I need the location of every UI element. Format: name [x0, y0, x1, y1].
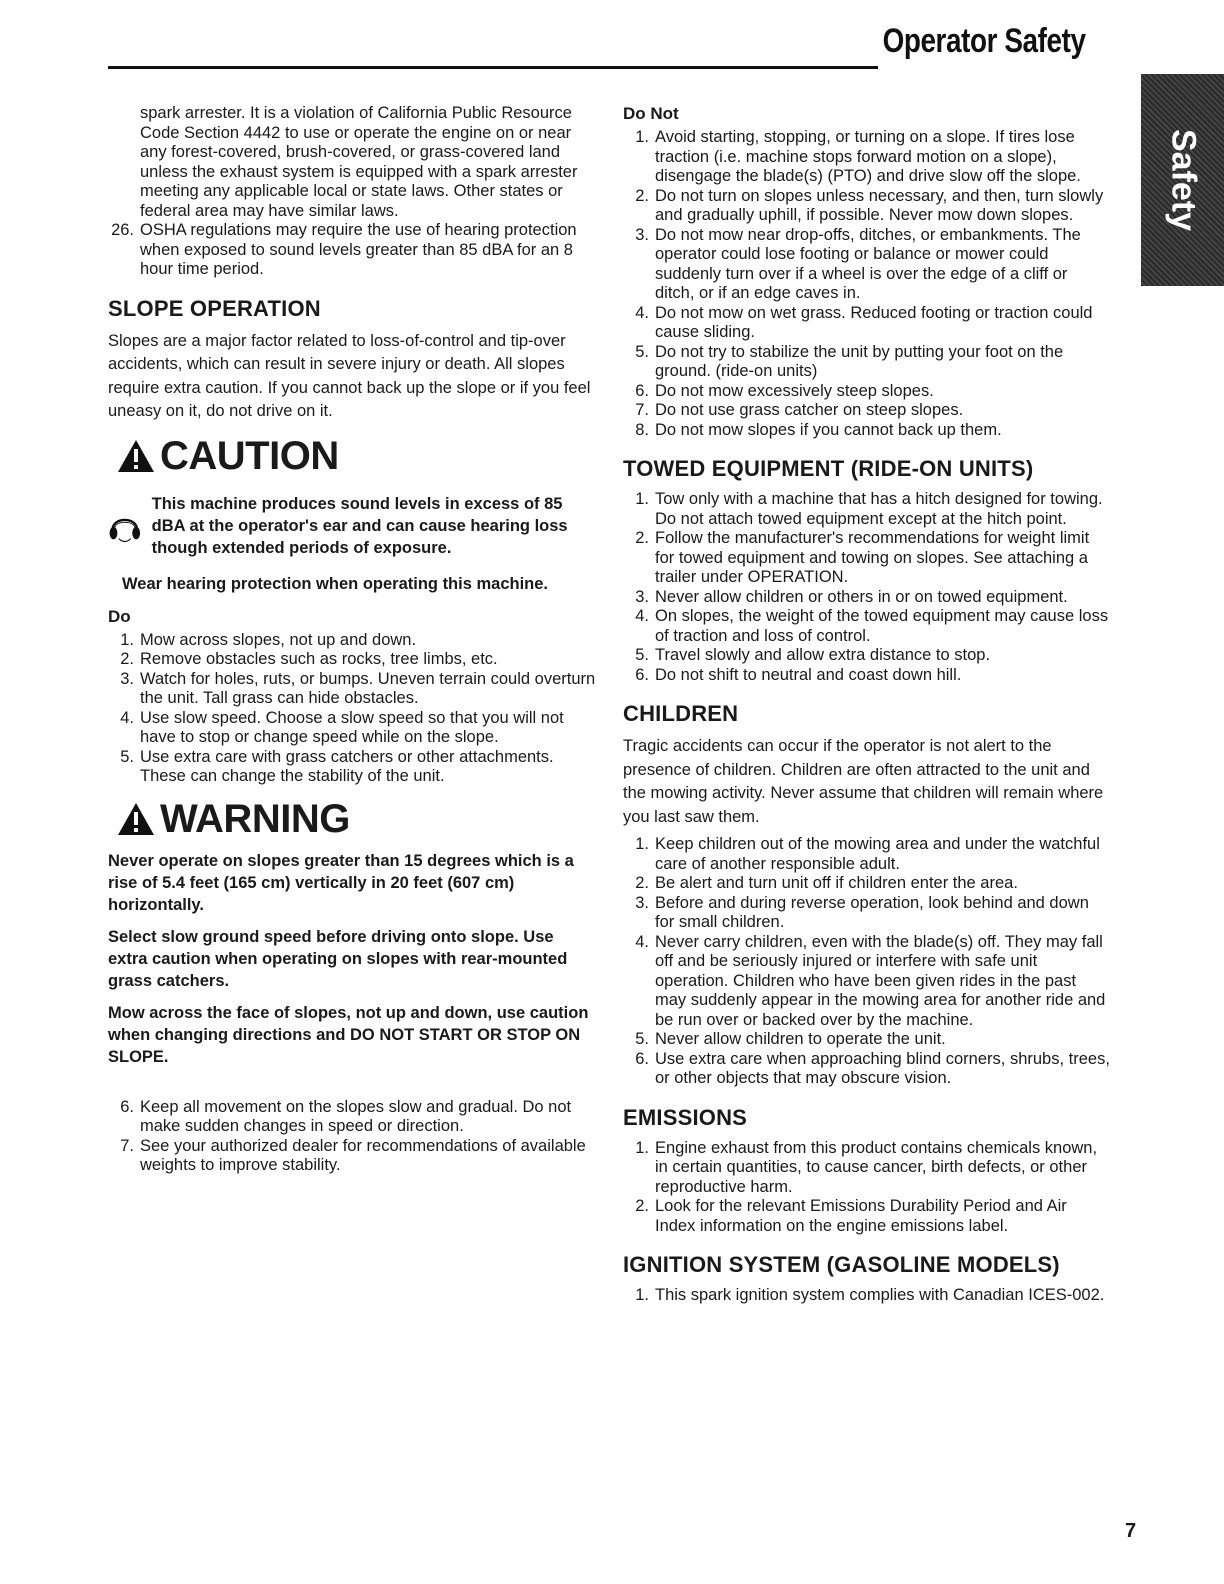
alert-triangle-icon	[116, 801, 156, 837]
list-item	[623, 490, 1111, 529]
list-item	[623, 421, 1111, 441]
section-tab-label: Safety	[1164, 128, 1202, 232]
list-item	[623, 226, 1111, 304]
do-list-continued	[108, 1098, 596, 1176]
alert-triangle-icon	[116, 438, 156, 474]
list-item	[623, 529, 1111, 588]
list-number: 4.	[635, 932, 649, 951]
spark-arrester-paragraph: spark arrester. It is a violation of California Public Resource Code Section 4442 to use or operate the engine on or near any forest-covered, brush-covered, or grass-covered land unless the exhaust system is equipped with a spark arrester meeting any applicable local or state laws. Other states or federal area may have similar laws.	[140, 104, 578, 220]
list-number: 1.	[635, 1286, 649, 1304]
caution-box	[108, 487, 596, 569]
list-text: See your authorized dealer for recommendations of available weights to improve stability.	[140, 1136, 586, 1174]
list-text: Never carry children, even with the blade(s) off. They may fall off and be seriously injured or interfere with safe unit operation. Children who have been given rides in the past may suddenly appear in the mowing area for another ride and be run over or backed over by the machine.	[655, 932, 1106, 1029]
children-heading: CHILDREN	[623, 701, 739, 726]
list-item	[623, 1139, 1111, 1198]
list-text: Watch for holes, ruts, or bumps. Uneven terrain could overturn the unit. Tall grass can hide obstacles.	[140, 669, 596, 707]
list-text: Do not try to stabilize the unit by putting your foot on the ground. (ride-on units)	[655, 342, 1064, 380]
do-heading: Do	[108, 606, 131, 626]
list-number: 4.	[635, 607, 649, 625]
list-text: OSHA regulations may require the use of hearing protection when exposed to sound levels greater than 85 dBA for an 8 hour time period.	[140, 221, 577, 278]
list-text: Use extra care with grass catchers or other attachments. These can change the stability of the unit.	[140, 747, 554, 785]
do-list	[108, 631, 596, 787]
list-item	[623, 343, 1111, 382]
list-number: 2.	[635, 186, 649, 205]
warning-word: WARNING	[160, 796, 350, 841]
children-list	[623, 835, 1111, 1089]
page-title: Operator Safety	[882, 22, 1086, 60]
list-number: 5.	[635, 646, 649, 664]
list-number: 5.	[635, 342, 649, 361]
list-text: Do not mow near drop-offs, ditches, or embankments. The operator could lose footing or balance or mower could suddenly turn over if a wheel is over the edge of a cliff or ditch, or if an edge caves in.	[655, 225, 1081, 302]
hearing-protection-icon	[108, 487, 142, 569]
list-number: 3.	[635, 587, 649, 606]
list-number: 2.	[635, 529, 649, 547]
list-number: 4.	[120, 708, 134, 727]
list-item	[108, 631, 596, 651]
list-text: Engine exhaust from this product contains chemicals known, in certain quantities, to cause cancer, birth defects, or other reproductive harm.	[655, 1138, 1098, 1196]
list-number: 1.	[635, 835, 649, 853]
list-text: Keep all movement on the slopes slow and gradual. Do not make sudden changes in speed or direction.	[140, 1097, 572, 1135]
list-text: This spark ignition system complies with Canadian ICES-002.	[655, 1286, 1105, 1304]
warning-paragraph-2: Select slow ground speed before driving onto slope. Use extra caution when operating on slopes with rear-mounted grass catchers.	[108, 927, 568, 990]
list-text: Never allow children to operate the unit.	[655, 1030, 946, 1048]
list-number: 3.	[635, 225, 649, 244]
do-not-list	[623, 128, 1111, 440]
list-number: 2.	[635, 874, 649, 892]
list-item	[623, 1286, 1111, 1306]
list-text: Travel slowly and allow extra distance to stop.	[655, 646, 991, 664]
list-number: 6.	[120, 1097, 134, 1116]
right-column	[623, 104, 1111, 1306]
slope-operation-heading: SLOPE OPERATION	[108, 295, 321, 321]
list-item	[623, 646, 1111, 666]
emissions-list	[623, 1139, 1111, 1237]
list-number: 3.	[635, 893, 649, 912]
ignition-system-heading: IGNITION SYSTEM (GASOLINE MODELS)	[623, 1252, 1060, 1277]
list-text: Before and during reverse operation, look behind and down for small children.	[655, 893, 1089, 931]
list-text: Keep children out of the mowing area and under the watchful care of another responsible adult.	[655, 835, 1100, 873]
list-item	[623, 835, 1111, 874]
list-text: Remove obstacles such as rocks, tree limbs, etc.	[140, 650, 498, 668]
list-number: 1.	[635, 1138, 649, 1157]
list-number: 8.	[635, 420, 649, 439]
list-text: Do not turn on slopes unless necessary, and then, turn slowly and gradually uphill, if possible. Never mow down slopes.	[655, 186, 1104, 224]
list-number: 4.	[635, 303, 649, 322]
list-text: On slopes, the weight of the towed equipment may cause loss of traction and loss of control.	[655, 607, 1109, 645]
list-item	[623, 666, 1111, 686]
list-text: Use slow speed. Choose a slow speed so that you will not have to stop or change speed while on the slope.	[140, 708, 564, 746]
emissions-heading: EMISSIONS	[623, 1104, 748, 1130]
list-number: 6.	[635, 665, 649, 684]
list-number: 2.	[120, 650, 134, 668]
list-item	[623, 874, 1111, 894]
list-number: 7.	[635, 401, 649, 419]
list-text: Do not mow on wet grass. Reduced footing or traction could cause sliding.	[655, 303, 1093, 341]
list-number: 7.	[120, 1136, 134, 1155]
list-number: 2.	[635, 1197, 649, 1215]
list-item	[108, 650, 596, 670]
list-item	[623, 304, 1111, 343]
list-text: Do not use grass catcher on steep slopes.	[655, 401, 964, 419]
list-item	[623, 607, 1111, 646]
list-text: Avoid starting, stopping, or turning on a slope. If tires lose traction (i.e. machine stops forward motion on a slope), disengage the blade(s) (PTO) and drive slow off the slope.	[655, 128, 1081, 185]
list-item	[623, 588, 1111, 608]
warning-paragraph-3: Mow across the face of slopes, not up and down, use caution when changing directions and DO NOT START OR STOP ON SLOPE.	[108, 1003, 589, 1066]
list-item	[623, 1197, 1111, 1236]
list-text: Do not mow slopes if you cannot back up them.	[655, 420, 1002, 439]
list-item	[623, 1030, 1111, 1050]
list-number: 1.	[635, 490, 649, 508]
warning-paragraph-1: Never operate on slopes greater than 15 degrees which is a rise of 5.4 feet (165 cm) vertically in 20 feet (607 cm) horizontally.	[108, 851, 574, 914]
list-text: Be alert and turn unit off if children enter the area.	[655, 874, 1018, 892]
caution-signal	[116, 434, 596, 479]
list-item	[108, 709, 596, 748]
list-text: Use extra care when approaching blind corners, shrubs, trees, or other objects that may obscure vision.	[655, 1049, 1110, 1087]
list-number: 6.	[635, 1049, 649, 1068]
caution-text: This machine produces sound levels in excess of 85 dBA at the operator's ear and can cause hearing loss though extended periods of exposure.	[151, 494, 568, 557]
towed-equipment-list	[623, 490, 1111, 685]
list-text: Follow the manufacturer's recommendations for weight limit for towed equipment and towing on slopes. See attaching a trailer under OPERATION.	[655, 529, 1090, 586]
page-number: 7	[1125, 1520, 1137, 1542]
list-text: Never allow children or others in or on towed equipment.	[655, 587, 1068, 606]
list-number: 3.	[120, 669, 134, 688]
list-text: Mow across slopes, not up and down.	[140, 630, 417, 649]
list-text: Tow only with a machine that has a hitch designed for towing. Do not attach towed equipment except at the hitch point.	[655, 490, 1103, 528]
children-body: Tragic accidents can occur if the operator is not alert to the presence of children. Children are often attracted to the unit and the mowing activity. Never assume that children will remain where you last saw them.	[623, 737, 1104, 826]
list-item	[623, 128, 1111, 187]
slope-operation-body: Slopes are a major factor related to loss-of-control and tip-over accidents, which can result in severe injury or death. All slopes require extra caution. If you cannot back up the slope or if you feel uneasy on it, do not drive on it.	[108, 331, 591, 420]
list-text: Do not shift to neutral and coast down hill.	[655, 665, 962, 684]
list-number: 6.	[635, 381, 649, 400]
caution-word: CAUTION	[160, 433, 339, 478]
list-item	[623, 894, 1111, 933]
section-tab	[1141, 74, 1224, 286]
ignition-system-list	[623, 1286, 1111, 1306]
left-column	[108, 104, 596, 1176]
list-item	[623, 401, 1111, 421]
list-number: 26.	[111, 221, 134, 239]
list-item	[623, 187, 1111, 226]
header-rule	[108, 66, 878, 69]
list-text: Do not mow excessively steep slopes.	[655, 381, 934, 400]
list-number: 5.	[635, 1030, 649, 1048]
list-item	[108, 221, 596, 280]
do-not-heading: Do Not	[623, 104, 679, 123]
warning-signal	[116, 797, 596, 842]
list-item	[623, 382, 1111, 402]
list-number: 1.	[120, 630, 134, 649]
list-item	[108, 748, 596, 787]
caution-note: Wear hearing protection when operating this machine.	[122, 574, 549, 593]
list-item	[108, 1098, 596, 1137]
list-item	[108, 1137, 596, 1176]
list-item	[623, 1050, 1111, 1089]
list-number: 5.	[120, 747, 134, 766]
towed-equipment-heading: TOWED EQUIPMENT (RIDE-ON UNITS)	[623, 456, 1034, 481]
list-text: Look for the relevant Emissions Durability Period and Air Index information on the engine emissions label.	[655, 1197, 1067, 1235]
list-item	[108, 670, 596, 709]
list-item	[623, 933, 1111, 1031]
list-number: 1.	[635, 128, 649, 146]
item-26-list	[108, 221, 596, 280]
